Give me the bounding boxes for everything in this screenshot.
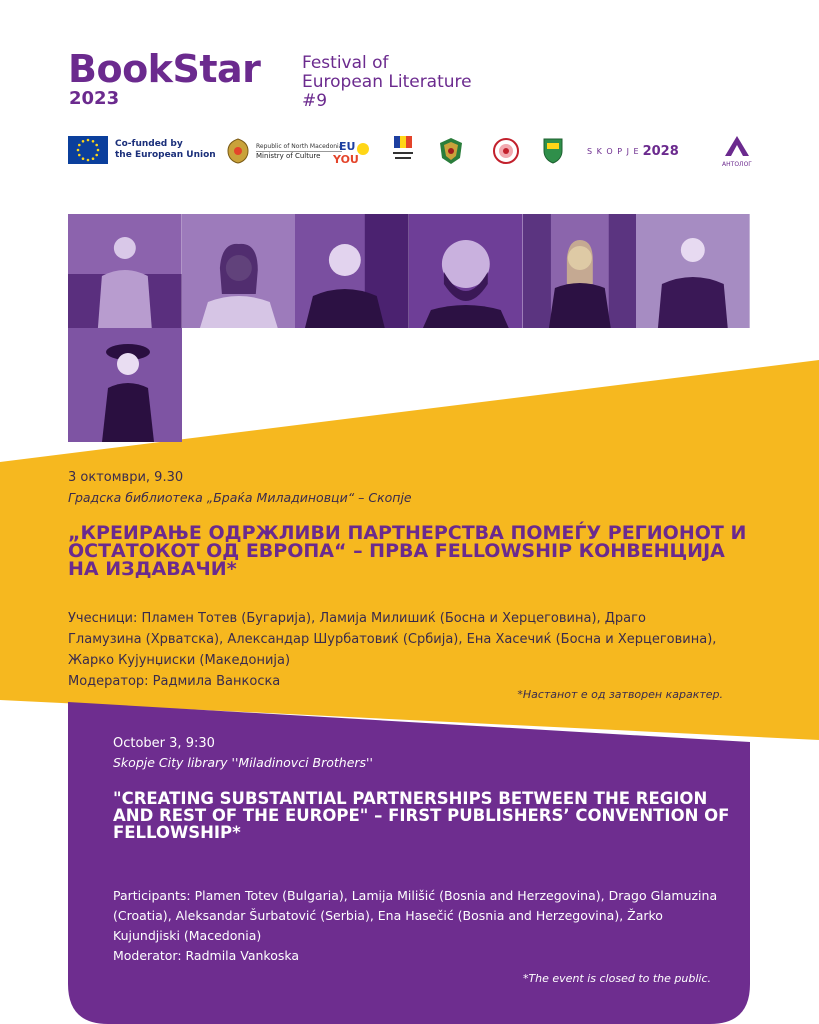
ministry-of-culture-logo: [226, 138, 342, 164]
participant-photo-5: [523, 214, 637, 328]
participant-photo-7: [68, 328, 182, 442]
bulgaria-ministry-icon: [436, 136, 466, 166]
festival-title: [302, 54, 472, 111]
eu-with-you-icon: [333, 139, 373, 165]
en-participants-block: [113, 886, 733, 966]
en-moderator: Moderator: Radmila Vankoska: [113, 948, 300, 963]
en-venue: Skopje City library ''Miladinovci Brothers'': [113, 755, 373, 770]
mk-moderator: Модератор: Радмила Ванкоска: [68, 674, 281, 689]
mk-event-title: „КРЕИРАЊЕ ОДРЖЛИВИ ПАРТНЕРСТВА ПОМЕЃУ РЕГИОНОТ И ОСТАТОКОТ ОД ЕВРОПА“ – ПРВА FELLOWSHIP КОНВЕНЦИЈА НА ИЗДАВАЧИ*: [68, 522, 747, 580]
antolog-logo: [722, 135, 752, 168]
svg-text:YOU: YOU: [333, 153, 359, 165]
participant-photo-2: [182, 214, 296, 328]
skopje-2028-logo: [587, 144, 679, 159]
coat-of-arms-icon: [226, 138, 250, 164]
mk-participants-block: [68, 608, 718, 692]
moc-text-line-2: Ministry of Culture: [256, 151, 342, 160]
mk-note: *Настанот е од затворен карактер.: [517, 688, 723, 701]
participant-photo-3: [295, 214, 409, 328]
made-in-europe-icon: [390, 136, 416, 166]
moc-text-line-1: Republic of North Macedonia: [256, 142, 343, 150]
en-event-title: "CREATING SUBSTANTIAL PARTNERSHIPS BETWEEN THE REGION AND REST OF THE EUROPE" – FIRST PUBLISHERS’ CONVENTION OF FELLOWSHIP*: [113, 789, 730, 842]
svg-text:EU: EU: [339, 140, 356, 153]
eu-flag-icon: [68, 136, 108, 164]
festival-line-2: European Literature: [302, 72, 472, 92]
eu-cofunded-logo: [68, 136, 216, 164]
participant-photo-4: [409, 214, 523, 328]
eu-text-line-1: Co-funded by: [115, 139, 183, 149]
eu-text-line-2: the European Union: [115, 150, 216, 160]
festival-line-1: Festival of: [302, 53, 389, 73]
mk-venue: Градска библиотека „Браќа Миладиновци“ – Скопје: [68, 490, 412, 505]
participants-photo-strip: [68, 214, 750, 328]
en-date: October 3, 9:30: [113, 736, 215, 751]
antolog-icon: [724, 135, 750, 157]
mk-date: 3 октомври, 9.30: [68, 470, 184, 485]
mk-participants: Учесници: Пламен Тотев (Бугарија), Ламија Милишиќ (Босна и Херцеговина), Драго Гламузина (Хрватска), Александар Шурбатовиќ (Србија), Ена Хасечиќ (Босна и Херцеговина), Жарко Кујунџиски (Македонија): [68, 611, 717, 668]
skopje-text: S K O P J E: [587, 147, 640, 156]
festival-line-3: #9: [302, 91, 328, 111]
participant-photo-6: [636, 214, 750, 328]
antolog-text: АНТОЛОГ: [722, 161, 752, 168]
seal-icon: [493, 137, 519, 165]
brand-year: 2023: [69, 88, 120, 109]
brand-title: BookStar: [68, 47, 261, 91]
participant-photo-1: [68, 214, 182, 328]
skopje-year: 2028: [642, 144, 679, 159]
en-note: *The event is closed to the public.: [522, 972, 711, 985]
city-crest-icon: [541, 137, 565, 165]
en-participants: Participants: Plamen Totev (Bulgaria), Lamija Milišić (Bosnia and Herzegovina), Drago Glamuzina (Croatia), Aleksandar Šurbatović (Serbia), Ena Hasečić (Bosnia and Herzegovina), Žarko Kujundjiski (Macedonia): [113, 888, 718, 943]
